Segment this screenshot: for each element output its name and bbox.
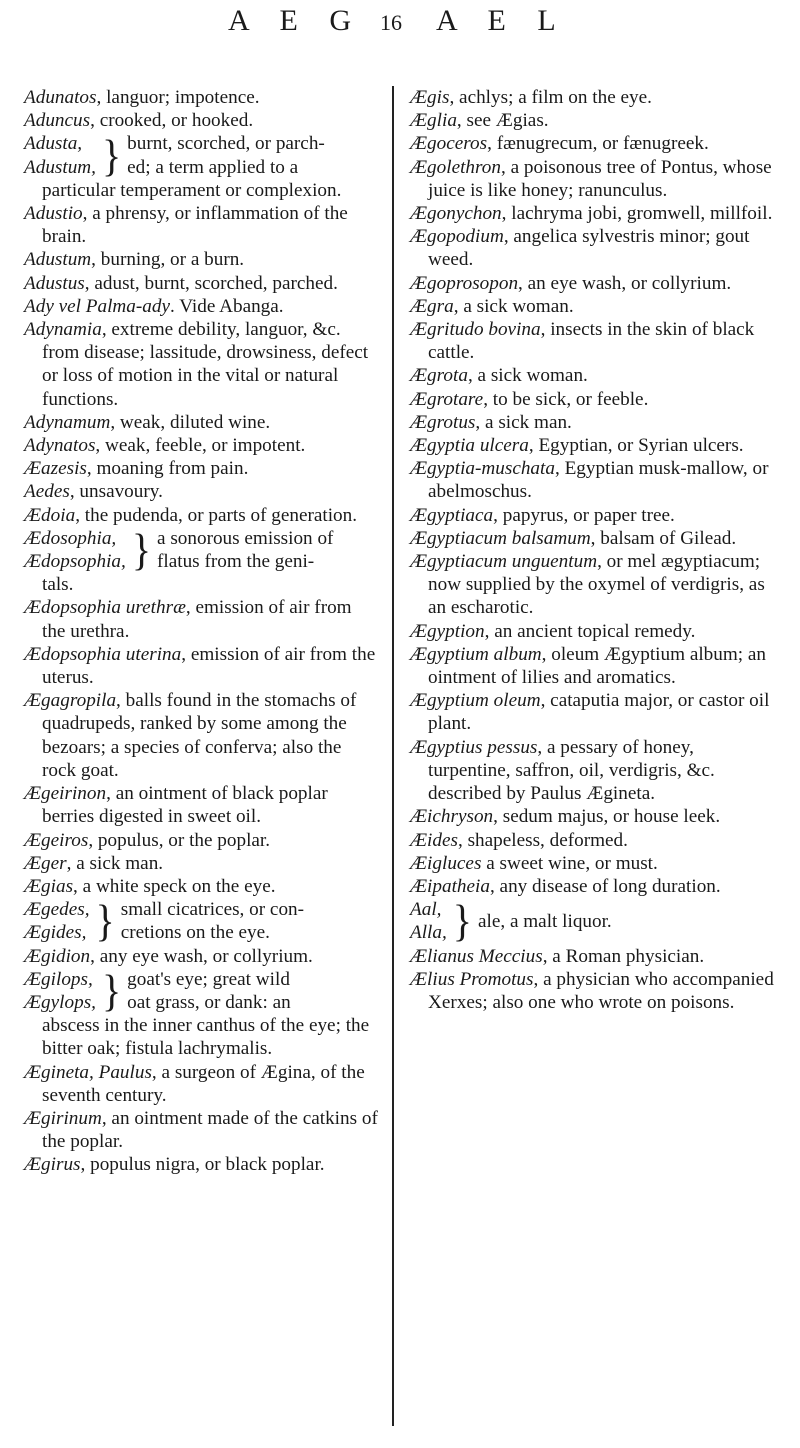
- dictionary-entry: [410, 945, 776, 968]
- entry-definition: , insects in the skin of black cattle.: [428, 319, 755, 364]
- dictionary-entry: [410, 272, 776, 295]
- dictionary-entry: [410, 202, 776, 225]
- brace-glyph: }: [101, 130, 122, 180]
- dictionary-entry: [24, 689, 378, 782]
- entry-headword: Ægyptium album: [410, 643, 542, 665]
- entry-definition-line: flatus from the geni-: [157, 551, 315, 573]
- dictionary-entry: [24, 504, 378, 527]
- entry-headword: Ægrota: [410, 365, 468, 387]
- entry-definition: , unsavoury.: [69, 481, 163, 503]
- entry-headword: Æigluces: [410, 852, 482, 874]
- entry-definition-line: burnt, scorched, or parch-: [127, 133, 325, 155]
- entry-definition: , Egyptian, or Syrian ulcers.: [528, 435, 744, 457]
- dictionary-entry: [24, 202, 378, 248]
- entry-headword: Ædopsophia,: [24, 551, 126, 573]
- entry-headword: Ælius Promotus: [410, 968, 534, 990]
- dictionary-entry: [410, 875, 776, 898]
- entry-headword: Aduncus: [24, 110, 91, 132]
- entry-headword: Ægilops,: [24, 968, 93, 990]
- entry-definition: , populus nigra, or black poplar.: [80, 1154, 325, 1176]
- entry-definition: , an ointment made of the catkins of the poplar.: [42, 1107, 378, 1153]
- entry-definition: , balsam of Gilead.: [590, 527, 737, 549]
- dictionary-entry: [410, 689, 776, 735]
- entry-definition: , lachryma jobi, gromwell, millfoil.: [501, 203, 773, 225]
- entry-definition-continued: tals.: [42, 574, 74, 596]
- entry-definition: , balls found in the stomachs of quadrupeds, ranked by some among the bezoars; a species of conferva; also the rock goat.: [42, 690, 357, 781]
- entry-headword: Ædopsophia uterina: [24, 643, 182, 665]
- dictionary-entry: [410, 86, 776, 109]
- dictionary-entry: [410, 852, 776, 875]
- dictionary-entry: [24, 295, 378, 318]
- entry-definition: , emission of air from the uterus.: [42, 643, 376, 689]
- running-header: [0, 4, 800, 44]
- dictionary-entry: [410, 109, 776, 132]
- entry-headword: Ægrotare: [410, 388, 484, 410]
- entry-headword: Adustum: [24, 249, 92, 271]
- entry-definition: , any disease of long duration.: [489, 875, 721, 897]
- entry-definition-line: goat's eye; great wild: [127, 968, 290, 990]
- entry-definition: , to be sick, or feeble.: [483, 388, 649, 410]
- dictionary-entry: [410, 364, 776, 387]
- dictionary-entry: [24, 524, 378, 597]
- entry-headword: Ædopsophia urethræ: [24, 597, 186, 619]
- entry-definition: , extreme debility, languor, &c. from disease; lassitude, drowsiness, defect or loss of motion in the vital or natural functions.: [42, 319, 369, 410]
- dictionary-entry: [24, 109, 378, 132]
- entry-headword: Ægritudo bovina: [410, 319, 541, 341]
- entry-headword: Ægoprosopon: [410, 272, 519, 294]
- entry-headword: Æichryson: [410, 806, 494, 828]
- dictionary-entry: [24, 852, 378, 875]
- entry-definition: , shapeless, deformed.: [457, 829, 628, 851]
- entry-definition: , an ointment of black poplar berries digested in sweet oil.: [42, 783, 328, 828]
- entry-definition: , papyrus, or paper tree.: [493, 504, 675, 526]
- entry-headword: Æger: [24, 852, 67, 874]
- dictionary-entry: [410, 318, 776, 364]
- entry-definition: , a Roman physician.: [542, 945, 705, 967]
- entry-definition: , populus, or the poplar.: [88, 829, 271, 851]
- entry-definition-line: cretions on the eye.: [120, 922, 270, 944]
- dictionary-entry: [24, 782, 378, 828]
- dictionary-entry: [24, 132, 378, 202]
- dictionary-entry: [410, 132, 776, 155]
- entry-definition: , a surgeon of Ægina, of the seventh century.: [42, 1061, 365, 1106]
- entry-definition: , any eye wash, or collyrium.: [90, 945, 313, 967]
- dictionary-entry: [24, 965, 378, 1061]
- entry-definition: , achlys; a film on the eye.: [449, 87, 652, 108]
- dictionary-entry: [24, 480, 378, 503]
- dictionary-entry: [410, 550, 776, 620]
- dictionary-entry: [410, 527, 776, 550]
- entry-definition-continued: particular temperament or complexion.: [42, 179, 342, 201]
- entry-headword: Ægoceros: [410, 133, 488, 155]
- dictionary-entry: [24, 829, 378, 852]
- entry-headword: Ægylops,: [24, 991, 96, 1013]
- entry-headword: Aedes: [24, 481, 70, 503]
- entry-headword: Ægyptia ulcera: [410, 435, 529, 457]
- entry-headword: Ægeiros: [24, 829, 89, 851]
- entry-headword: Ægyptiacum unguentum: [410, 551, 598, 573]
- dictionary-entry: [410, 388, 776, 411]
- entry-headword: Alla,: [410, 922, 447, 944]
- entry-definition-line: oat grass, or dank: an: [127, 991, 291, 1013]
- entry-headword: Ægirus: [24, 1154, 81, 1176]
- entry-definition-line: ed; a term applied to a: [127, 156, 299, 178]
- brace-glyph: }: [131, 524, 152, 575]
- entry-headword: Æglia: [410, 110, 457, 132]
- dictionary-entry: [24, 875, 378, 898]
- dictionary-entry: [410, 829, 776, 852]
- entry-headword: Æazesis: [24, 458, 87, 480]
- entry-definition: , a phrensy, or inflammation of the brain.: [42, 203, 348, 248]
- entry-definition: , sedum majus, or house leek.: [493, 806, 721, 828]
- dictionary-entry: [24, 898, 378, 944]
- dictionary-entry: [24, 318, 378, 411]
- entry-headword: Ægyptiacum balsamum: [410, 527, 591, 549]
- entry-headword: Adustio: [24, 203, 83, 225]
- entry-headword: Ægias: [24, 875, 74, 897]
- dictionary-entry: [24, 434, 378, 457]
- brace-glyph: }: [101, 965, 122, 1016]
- entry-definition: , a sick woman.: [467, 365, 588, 387]
- entry-headword: Adynamum: [24, 411, 111, 433]
- entry-headword: Ægagropila: [24, 690, 117, 712]
- entry-definition: , weak, diluted wine.: [110, 411, 271, 433]
- dictionary-entry: [24, 86, 378, 109]
- entry-headword: Adunatos: [24, 87, 97, 108]
- entry-headword: Adustus: [24, 272, 85, 294]
- entry-headword: Ægyptium oleum: [410, 690, 541, 712]
- dictionary-entry: [410, 620, 776, 643]
- entry-headword: Ady vel Palma-ady: [24, 295, 170, 317]
- dictionary-entry: [410, 411, 776, 434]
- dictionary-entry: [410, 457, 776, 503]
- header-left-guide: A E G: [228, 4, 363, 37]
- dictionary-entry: [24, 1153, 378, 1176]
- entry-headword: Ægyptia-muschata: [410, 458, 555, 480]
- dictionary-entry: [410, 805, 776, 828]
- entry-definition-line: small cicatrices, or con-: [120, 899, 305, 921]
- dictionary-entry: [410, 434, 776, 457]
- entry-definition: , a sick man.: [66, 852, 164, 874]
- entry-definition: , adust, burnt, scorched, parched.: [84, 272, 338, 294]
- entry-definition: , a pessary of honey, turpentine, saffron, oil, verdigris, &c. described by Paulus Ægineta.: [428, 736, 715, 805]
- dictionary-entry: [410, 156, 776, 202]
- dictionary-entry: [24, 457, 378, 480]
- entry-definition: , see Ægias.: [456, 110, 549, 132]
- dictionary-entry: [410, 295, 776, 318]
- entry-headword: Adustum,: [24, 156, 96, 178]
- dictionary-entry: [24, 596, 378, 642]
- entry-headword: Ægyptius pessus: [410, 736, 538, 758]
- entry-definition: , a white speck on the eye.: [73, 875, 276, 897]
- brace-glyph: }: [95, 896, 115, 946]
- entry-definition: a sweet wine, or must.: [481, 852, 658, 874]
- entry-headword: Æides: [410, 829, 458, 851]
- entry-headword: Adusta,: [24, 133, 83, 155]
- dictionary-entry: [24, 1107, 378, 1153]
- dictionary-entry: [410, 898, 776, 944]
- entry-definition: , a sick woman.: [453, 295, 574, 317]
- entry-headword: Ægides,: [24, 922, 87, 944]
- entry-headword: Ægedes,: [24, 899, 90, 921]
- entry-definition: , an ancient topical remedy.: [484, 620, 696, 642]
- dictionary-entry: [24, 411, 378, 434]
- entry-definition: , moaning from pain.: [86, 458, 249, 480]
- entry-definition: , burning, or a burn.: [91, 249, 245, 271]
- dictionary-entry: [24, 643, 378, 689]
- dictionary-entry: [410, 736, 776, 806]
- dictionary-entry: [24, 945, 378, 968]
- entry-definition: , cataputia major, or castor oil plant.: [428, 690, 770, 735]
- dictionary-entry: [410, 968, 776, 1014]
- dictionary-entry: [24, 1061, 378, 1107]
- dictionary-entry: [410, 504, 776, 527]
- dictionary-entry: [24, 248, 378, 271]
- entry-headword: Ædosophia,: [24, 527, 117, 549]
- left-column: [24, 86, 378, 1177]
- entry-definition: , the pudenda, or parts of generation.: [75, 504, 358, 526]
- entry-definition-continued: abscess in the inner canthus of the eye; the bitter oak; fistula lachrymalis.: [42, 1015, 370, 1060]
- entry-headword: Ægopodium: [410, 226, 504, 248]
- entry-definition: , a sick man.: [475, 411, 572, 433]
- header-right-guide: A E L: [436, 4, 568, 37]
- entry-headword: Ægyptiaca: [410, 504, 494, 526]
- entry-headword: Ægidion: [24, 945, 91, 967]
- entry-headword: Ægineta, Paulus: [24, 1061, 152, 1083]
- entry-definition: , a physician who accompanied Xerxes; also one who wrote on poisons.: [428, 968, 774, 1013]
- entry-headword: Ælianus Meccius: [410, 945, 543, 967]
- entry-definition: , weak, feeble, or impotent.: [95, 435, 306, 457]
- entry-headword: Ægyption: [410, 620, 485, 642]
- dictionary-entry: [410, 225, 776, 271]
- entry-definition-line: ale, a malt liquor.: [477, 910, 612, 932]
- entry-headword: Ægirinum: [24, 1107, 102, 1129]
- entry-definition: , an eye wash, or collyrium.: [518, 272, 732, 294]
- entry-headword: Ægrotus: [410, 411, 476, 433]
- entry-definition: , fænugrecum, or fænugreek.: [487, 133, 709, 155]
- entry-definition: , angelica sylvestris minor; gout weed.: [428, 226, 750, 271]
- entry-headword: Ægonychon: [410, 203, 502, 225]
- entry-headword: Adynatos: [24, 435, 96, 457]
- entry-definition: , emission of air from the urethra.: [42, 597, 352, 642]
- entry-headword: Ægeirinon: [24, 783, 107, 805]
- entry-definition: , oleum Ægyptium album; an ointment of lilies and aromatics.: [428, 643, 767, 689]
- entry-definition: , Egyptian musk-mallow, or abelmoschus.: [428, 458, 769, 503]
- dictionary-entry: [24, 272, 378, 295]
- brace-glyph: }: [452, 896, 472, 946]
- entry-definition: , languor; impotence.: [96, 87, 260, 108]
- entry-definition: , a poisonous tree of Pontus, whose juice is like honey; ranunculus.: [428, 156, 772, 201]
- entry-headword: Adynamia: [24, 319, 102, 341]
- entry-headword: Æipatheia: [410, 875, 490, 897]
- entry-definition: , crooked, or hooked.: [90, 110, 254, 132]
- entry-definition-line: a sonorous emission of: [157, 527, 334, 549]
- column-divider: [392, 86, 394, 1426]
- page-number: 16: [380, 10, 402, 35]
- entry-headword: Ædoia: [24, 504, 76, 526]
- right-column: [410, 86, 776, 1014]
- entry-headword: Ægis: [410, 87, 450, 108]
- entry-headword: Ægolethron: [410, 156, 501, 178]
- entry-headword: Ægra: [410, 295, 454, 317]
- entry-headword: Aal,: [410, 899, 442, 921]
- entry-definition: . Vide Abanga.: [169, 295, 284, 317]
- entry-definition: , or mel ægyptiacum; now supplied by the oxymel of verdigris, as an escharotic.: [428, 551, 765, 619]
- dictionary-entry: [410, 643, 776, 689]
